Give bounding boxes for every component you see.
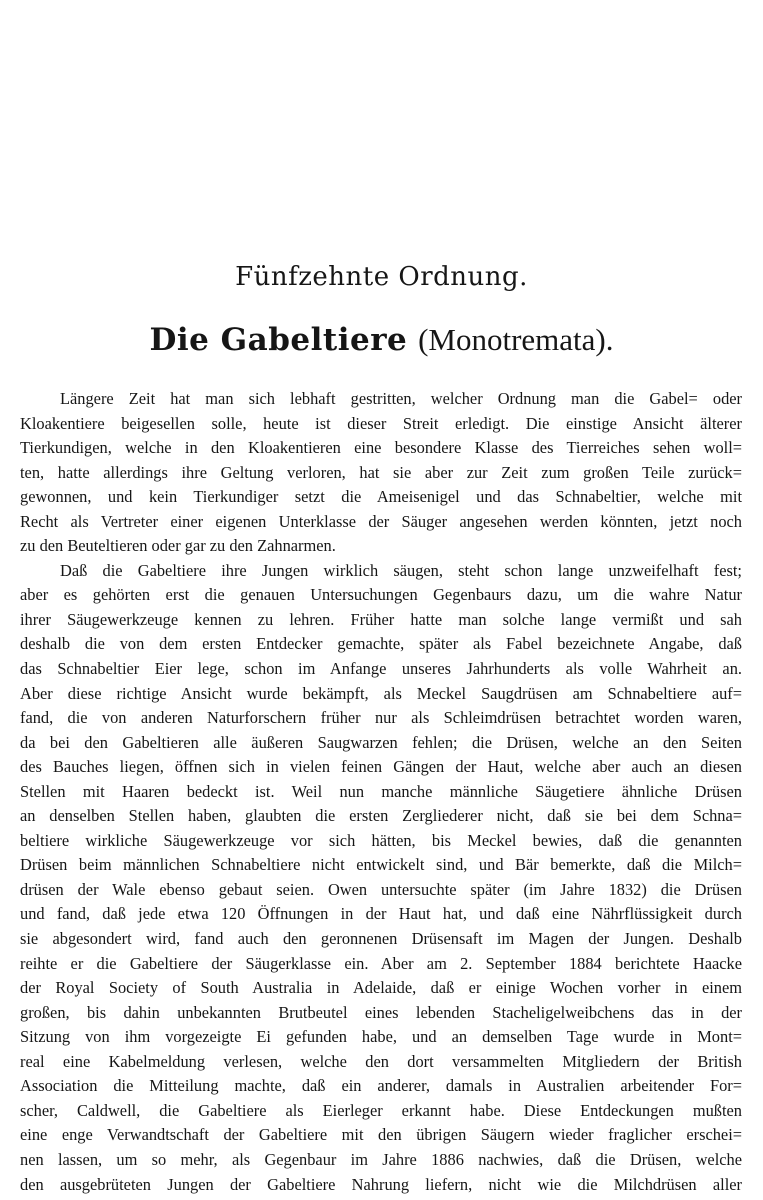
text-line: fand, die von anderen Naturforschern früher nur als Schleimdrüsen betrachtet worden waren, xyxy=(20,708,742,728)
text-line: des Bauches liegen, öffnen sich in vielen feinen Gängen der Haut, welche aber auch an diesen xyxy=(20,757,742,777)
chapter-title-latin: (Monotremata). xyxy=(418,322,614,357)
text-line: deshalb die von dem ersten Entdecker gemachte, später als Fabel bezeichnete Angabe, daß xyxy=(20,634,742,654)
text-line: Tierkundigen, welche in den Kloakentieren eine besondere Klasse des Tierreiches sehen woll= xyxy=(20,438,742,458)
text-line: ten, hatte allerdings ihre Geltung verloren, hat sie aber zur Zeit zum großen Teile zurück= xyxy=(20,462,742,482)
chapter-title-german: Die Gabeltiere xyxy=(149,322,408,358)
text-line: Stellen mit Haaren bedeckt ist. Weil nun manche männliche Säugetiere ähnliche Drüsen xyxy=(20,781,742,801)
text-line: Kloakentiere beigesellen solle, heute ist dieser Streit erledigt. Die einstige Ansicht älterer xyxy=(20,413,742,433)
text-line: real eine Kabelmeldung verlesen, welche den dort versammelten Mitgliedern der British xyxy=(20,1051,742,1071)
text-line: scher, Caldwell, die Gabeltiere als Eierleger erkannt habe. Diese Entdeckungen mußten xyxy=(20,1100,742,1120)
text-line: und fand, daß jede etwa 120 Öffnungen in der Haut hat, und daß eine Nährflüssigkeit durch xyxy=(20,904,742,924)
text-line: an denselben Stellen haben, glaubten die ersten Zergliederer nicht, daß sie bei dem Schna= xyxy=(20,806,742,826)
text-line: beltiere wirkliche Säugewerkzeuge vor sich hätten, bis Meckel bewies, daß die genannten xyxy=(20,830,742,850)
chapter-title xyxy=(0,318,763,362)
text-line: Aber diese richtige Ansicht wurde bekämpft, als Meckel Saugdrüsen am Schnabeltiere auf= xyxy=(20,683,742,703)
text-line: gewonnen, und kein Tierkundiger setzt die Ameisenigel und das Schnabeltier, welche mit xyxy=(20,487,742,507)
text-line: da bei den Gabeltieren alle äußeren Saugwarzen fehlen; die Drüsen, welche an den Seiten xyxy=(20,732,742,752)
text-line: nen lassen, um so mehr, als Gegenbaur im Jahre 1886 nachwies, daß die Drüsen, welche xyxy=(20,1149,742,1169)
text-line: Daß die Gabeltiere ihre Jungen wirklich säugen, steht schon lange unzweifelhaft fest; xyxy=(60,560,742,580)
text-line: zu den Beuteltieren oder gar zu den Zahnarmen. xyxy=(20,536,336,556)
text-line: Sitzung von ihm vorgezeigte Ei gefunden habe, und an demselben Tage wurde in Mont= xyxy=(20,1027,742,1047)
text-line: Längere Zeit hat man sich lebhaft gestritten, welcher Ordnung man die Gabel= oder xyxy=(60,389,742,408)
text-line: Association die Mitteilung machte, daß ein anderer, damals in Australien arbeitender For= xyxy=(20,1076,742,1096)
text-line: sie abgesondert wird, fand auch den geronnenen Drüsensaft im Magen der Jungen. Deshalb xyxy=(20,929,742,949)
text-line: eine enge Verwandtschaft der Gabeltiere mit den übrigen Säugern wieder fraglicher erschei= xyxy=(20,1125,742,1145)
text-line: den ausgebrüteten Jungen der Gabeltiere Nahrung liefern, nicht wie die Milchdrüsen aller xyxy=(20,1174,742,1194)
text-line: das Schnabeltier Eier lege, schon im Anfange unseres Jahrhunderts als volle Wahrheit an. xyxy=(20,659,742,679)
text-line: aber es gehörten erst die genauen Untersuchungen Gegenbaurs dazu, um die wahre Natur xyxy=(20,585,742,605)
text-line: großen, bis dahin unbekannten Brutbeutel eines lebenden Stacheligelweibchens das in der xyxy=(20,1002,742,1022)
text-line: drüsen der Wale ebenso gebaut seien. Owen untersuchte später (im Jahre 1832) die Drüsen xyxy=(20,879,742,899)
text-line: reihte er die Gabeltiere der Säugerklasse ein. Aber am 2. September 1884 berichtete Haacke xyxy=(20,953,742,973)
order-heading: Fünfzehnte Ordnung. xyxy=(235,262,528,292)
text-line: der Royal Society of South Australia in Adelaide, daß er einige Wochen vorher in einem xyxy=(20,978,742,998)
body-text xyxy=(20,387,742,1197)
text-line: Drüsen beim männlichen Schnabeltiere nicht entwickelt sind, und Bär bemerkte, daß die Milch= xyxy=(20,855,742,875)
text-line: Recht als Vertreter einer eigenen Unterklasse der Säuger angesehen werden könnten, jetzt noch xyxy=(20,511,742,531)
text-line: ihrer Säugewerkzeuge kennen zu lehren. Früher hatte man solche lange vermißt und sah xyxy=(20,609,742,629)
